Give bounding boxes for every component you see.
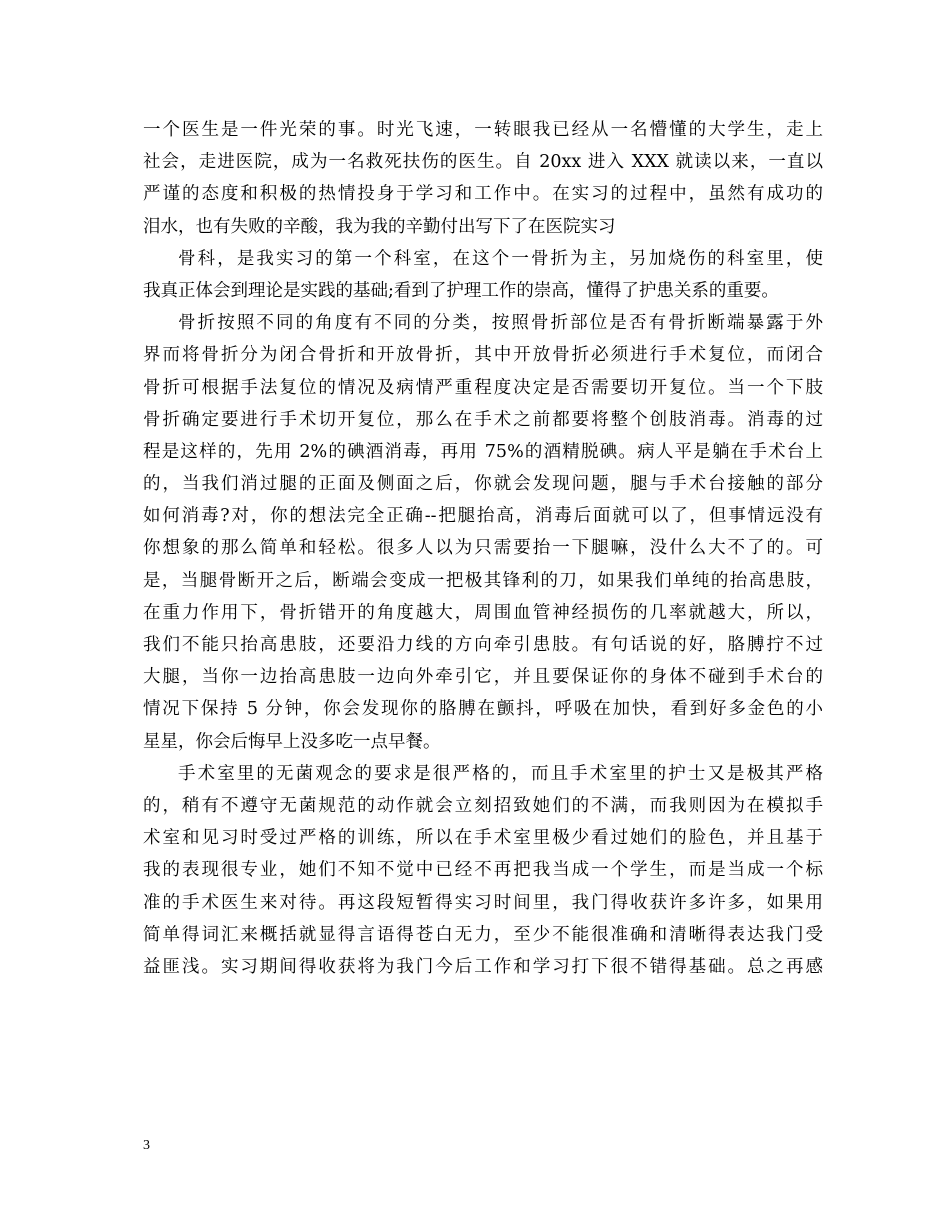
text-line: 术室和见习时受过严格的训练，所以在手术室里极少看过她们的脸色，并且基于	[143, 828, 823, 849]
text-line: 简单得词汇来概括就显得言语得苍白无力，至少不能很准确和清晰得表达我门受	[143, 924, 823, 945]
text-line: 骨折按照不同的角度有不同的分类，按照骨折部位是否有骨折断端暴露于外	[178, 313, 823, 334]
text-line: 我们不能只抬高患肢，还要沿力线的方向牵引患肢。有句话说的好，胳膊拧不过	[143, 635, 823, 655]
text-line: 的，当我们消过腿的正面及侧面之后，你就会发现问题，腿与手术台接触的部分	[143, 474, 823, 495]
text-line: 社会，走进医院，成为一名救死扶伤的医生。自 20xx 进入 XXX 就读以来，一直以	[143, 152, 823, 173]
text-line: 程是这样的，先用 2%的碘酒消毒，再用 75%的酒精脱碘。病人平是躺在手术台上	[143, 441, 823, 462]
text-line: 你想象的那么简单和轻松。很多人以为只需要抬一下腿嘛，没什么大不了的。可	[143, 538, 823, 559]
text-line: 骨折确定要进行手术切开复位，那么在手术之前都要将整个创肢消毒。消毒的过	[143, 409, 823, 430]
text-line: 的，稍有不遵守无菌规范的动作就会立刻招致她们的不满，而我则因为在模拟手	[143, 795, 823, 816]
text-line: 骨科，是我实习的第一个科室，在这个一骨折为主，另加烧伤的科室里，使	[178, 248, 823, 269]
text-line: 在重力作用下，骨折错开的角度越大，周围血管神经损伤的几率就越大，所以，	[143, 602, 823, 623]
page-number: 3	[143, 1138, 150, 1153]
text-line: 益匪浅。实习期间得收获将为我门今后工作和学习打下很不错得基础。总之再感	[143, 956, 823, 977]
text-line: 情况下保持 5 分钟，你会发现你的胳膊在颤抖，呼吸在加快，看到好多金色的小	[143, 699, 823, 720]
text-line: 一个医生是一件光荣的事。时光飞速，一转眼我已经从一名懵懂的大学生，走上	[143, 120, 823, 140]
text-line: 我的表现很专业，她们不知不觉中已经不再把我当成一个学生，而是当成一个标	[143, 860, 823, 881]
text-line: 准的手术医生来对待。再这段短暂得实习时间里，我门得收获许多许多，如果用	[143, 892, 823, 913]
text-line: 界而将骨折分为闭合骨折和开放骨折，其中开放骨折必须进行手术复位，而闭合	[143, 345, 823, 366]
text-line: 泪水，也有失败的辛酸，我为我的辛勤付出写下了在医院实习	[143, 216, 616, 237]
text-line: 严谨的态度和积极的热情投身于学习和工作中。在实习的过程中，虽然有成功的	[143, 184, 823, 205]
text-line: 手术室里的无菌观念的要求是很严格的，而且手术室里的护士又是极其严格	[178, 763, 823, 784]
text-line: 大腿，当你一边抬高患肢一边向外牵引它，并且要保证你的身体不碰到手术台的	[143, 667, 823, 688]
text-line: 我真正体会到理论是实践的基础;看到了护理工作的崇高，懂得了护患关系的重要。	[143, 280, 779, 301]
paragraph-3	[143, 307, 823, 758]
text-line: 骨折可根据手法复位的情况及病情严重程度决定是否需要切开复位。当一个下肢	[143, 377, 823, 398]
paragraph-4	[143, 758, 823, 983]
paragraph-1	[143, 114, 823, 243]
text-line: 是，当腿骨断开之后，断端会变成一把极其锋利的刀，如果我们单纯的抬高患肢，	[143, 570, 823, 591]
text-line: 如何消毒?对，你的想法完全正确--把腿抬高，消毒后面就可以了，但事情远没有	[143, 506, 823, 527]
text-line: 星星，你会后悔早上没多吃一点早餐。	[143, 731, 441, 752]
body-text	[143, 114, 823, 983]
paragraph-2	[143, 243, 823, 307]
